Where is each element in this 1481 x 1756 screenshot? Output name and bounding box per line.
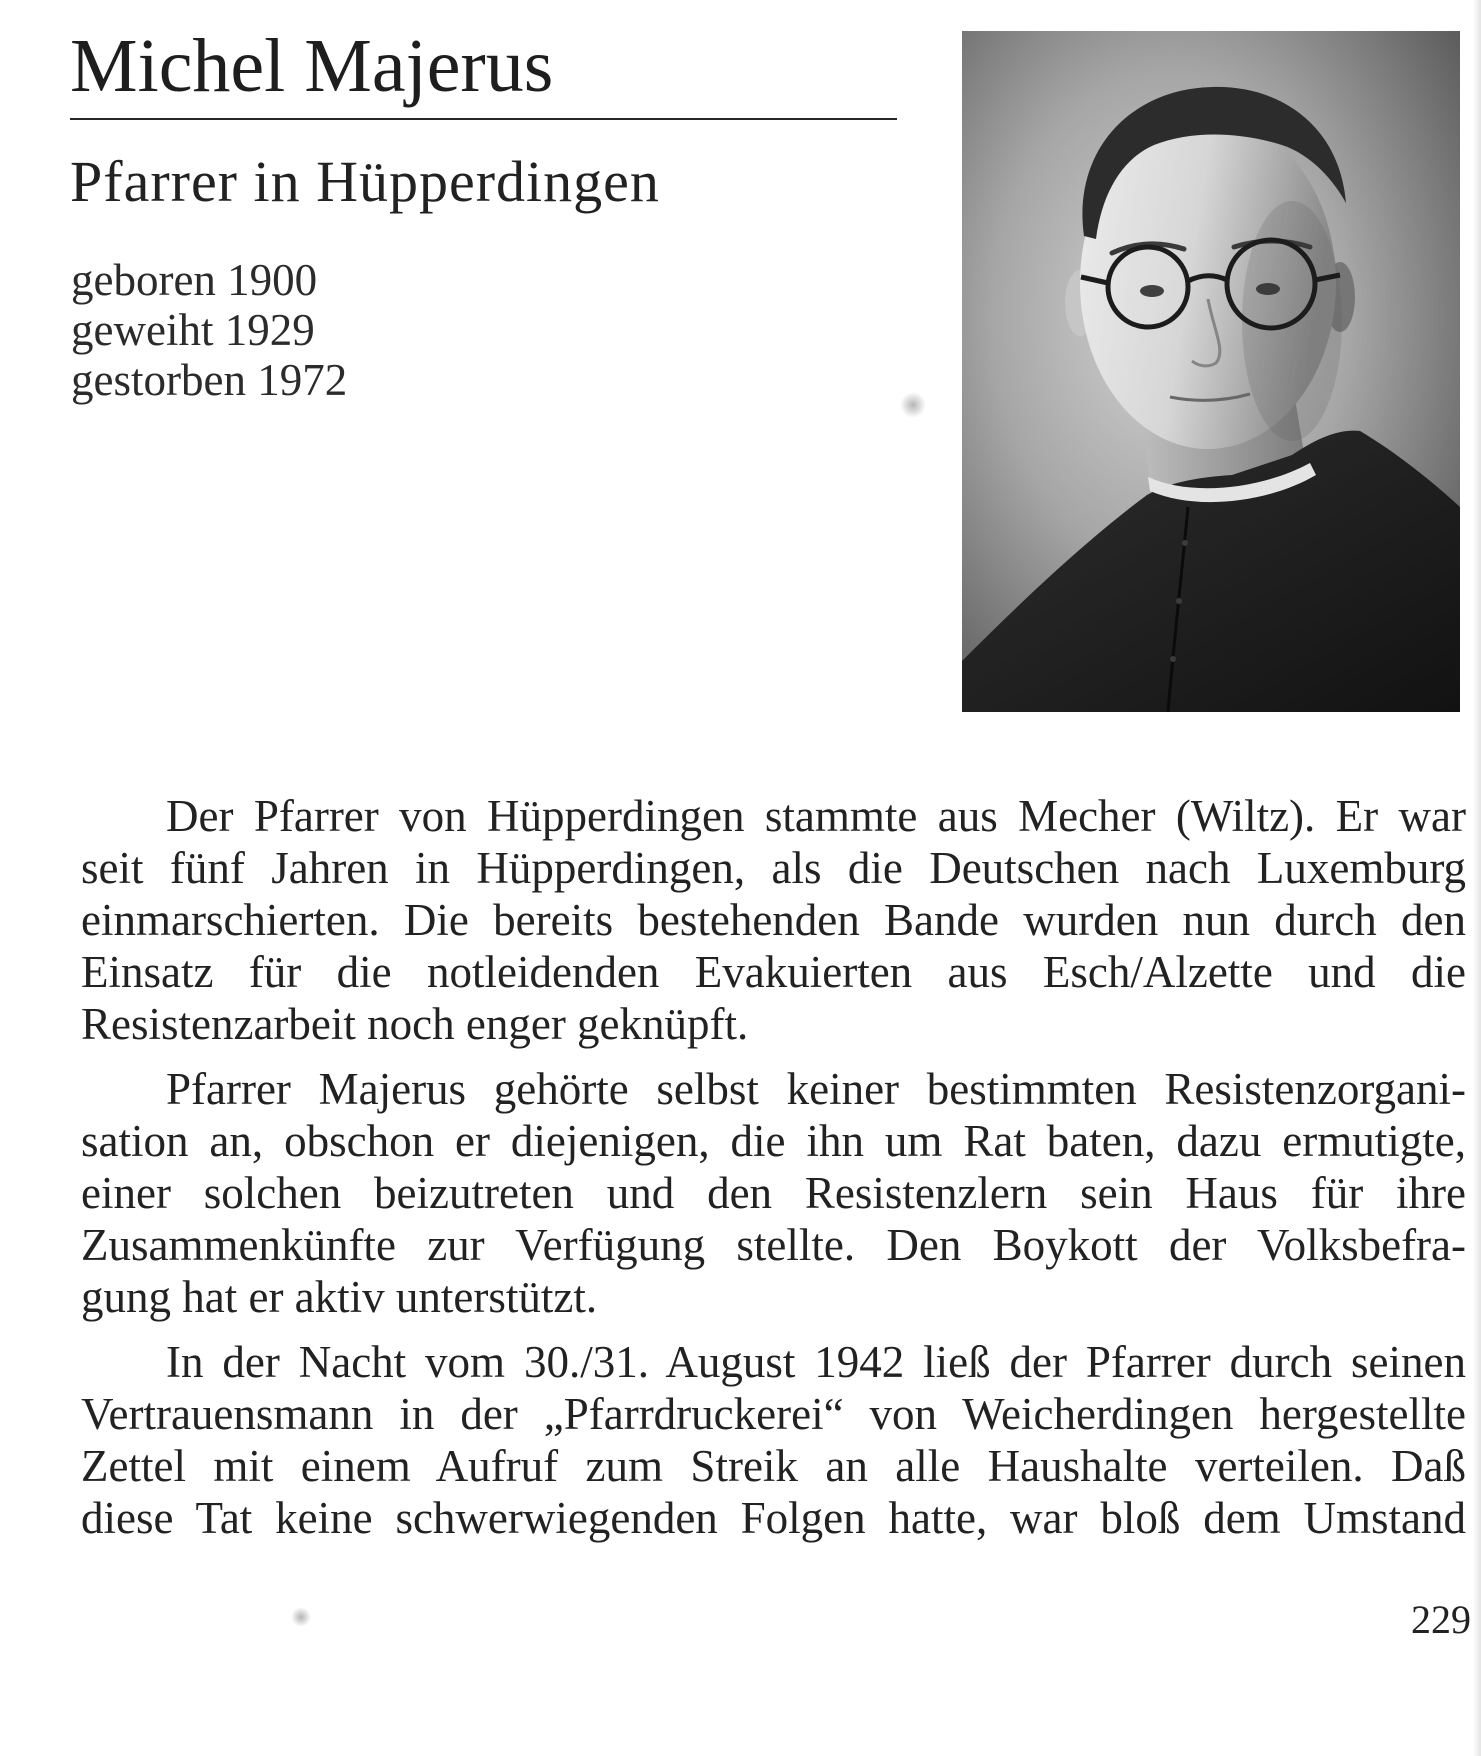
paragraph-2 xyxy=(81,1063,1466,1323)
portrait-photo xyxy=(962,31,1460,712)
text-line: Zettel mit einem Aufruf zum Streik an alle Haushalte verteilen. Daß xyxy=(81,1441,1466,1491)
text-line: einer solchen beizutreten und den Resistenzlern sein Haus für ihre xyxy=(81,1168,1466,1218)
scan-edge-shade xyxy=(1473,0,1481,1756)
text-line: Pfarrer Majerus gehörte selbst keiner bestimmten Resistenzorgani- xyxy=(166,1064,1466,1114)
paragraph-3 xyxy=(81,1336,1466,1544)
page-subtitle: Pfarrer in Hüpperdingen xyxy=(70,149,660,214)
life-dates xyxy=(71,255,347,405)
birth-date: geboren 1900 xyxy=(71,255,318,305)
text-line: Einsatz für die notleidenden Evakuierten aus Esch/Alzette und die xyxy=(81,947,1466,997)
text-line: Resistenzarbeit noch enger geknüpft. xyxy=(81,999,749,1049)
text-line: gung hat er aktiv unterstützt. xyxy=(81,1272,598,1322)
text-line: einmarschierten. Die bereits bestehenden Bande wurden nun durch den xyxy=(81,895,1466,945)
text-line: diese Tat keine schwerwiegenden Folgen hatte, war bloß dem Umstand xyxy=(81,1493,1466,1543)
scan-smudge xyxy=(290,1608,312,1626)
scan-smudge xyxy=(900,392,926,418)
text-line: seit fünf Jahren in Hüpperdingen, als die Deutschen nach Luxemburg xyxy=(81,843,1466,893)
text-line: Zusammenkünfte zur Verfügung stellte. Den Boykott der Volksbefra- xyxy=(81,1220,1466,1270)
text-line: Vertrauensmann in der „Pfarrdruckerei“ von Weicherdingen hergestellte xyxy=(81,1389,1466,1439)
text-line: Der Pfarrer von Hüpperdingen stammte aus Mecher (Wiltz). Er war xyxy=(166,791,1466,841)
page-title: Michel Majerus xyxy=(70,24,554,108)
title-rule xyxy=(70,118,897,120)
death-date: gestorben 1972 xyxy=(71,355,348,405)
body-text xyxy=(81,790,1466,1544)
portrait-image xyxy=(962,31,1460,712)
ordination-date: geweiht 1929 xyxy=(71,305,315,355)
page-number: 229 xyxy=(1411,1597,1471,1642)
text-line: In der Nacht vom 30./31. August 1942 ließ der Pfarrer durch seinen xyxy=(166,1337,1466,1387)
paragraph-1 xyxy=(81,790,1466,1050)
text-line: sation an, obschon er diejenigen, die ihn um Rat baten, dazu ermutigte, xyxy=(81,1116,1466,1166)
